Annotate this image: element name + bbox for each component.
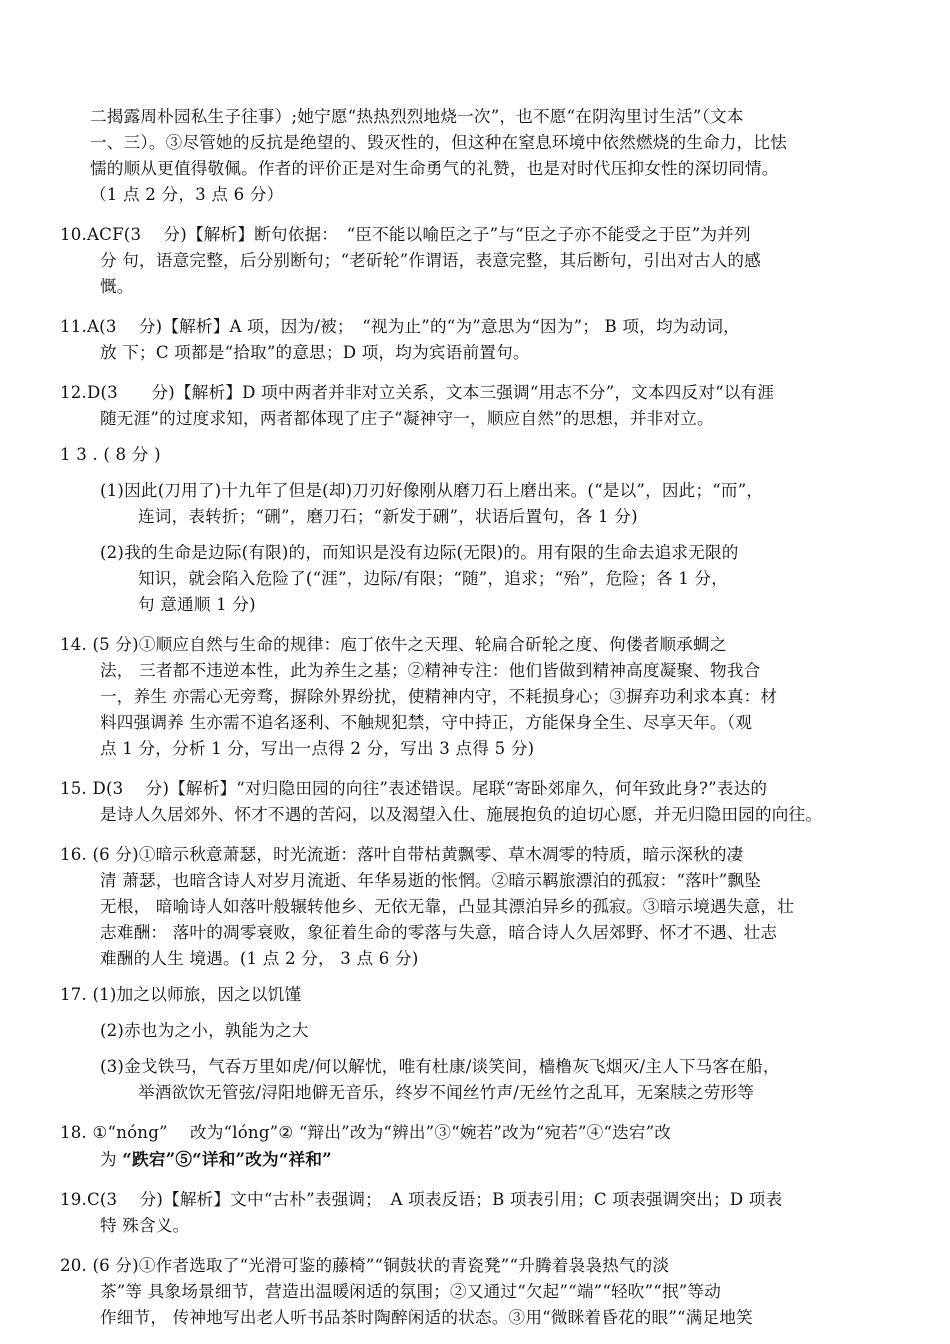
- answer-13-part-1: [60, 478, 892, 530]
- answer-19: [60, 1187, 892, 1239]
- answer-14: [60, 632, 892, 762]
- text-line: 放 下；C 项都是“拾取”的意思；D 项，均为宾语前置句。: [100, 343, 530, 362]
- document-page: [60, 104, 892, 1331]
- text-line: 法， 三者都不违逆本性，此为养生之基；②精神专注：他们皆做到精神高度凝聚、物我合: [100, 661, 761, 680]
- text-line: 志难酬： 落叶的凋零衰败，象征着生命的零落与失意，暗合诗人久居郊野、怀才不遇、壮志: [100, 923, 778, 942]
- text-line: 一，养生 亦需心无旁骛，摒除外界纷扰，使精神内守，不耗损身心；③摒弃功利求本真：材: [100, 687, 778, 706]
- question-13-header: 1 3 . ( 8 分 ): [60, 445, 161, 464]
- text-line: 分 句，语意完整，后分别断句；“老斫轮”作谓语，表意完整，其后断句，引出对古人的感: [100, 251, 762, 270]
- text-line: 19.C(3 分)【解析】文中“古朴”表强调； A 项表反语；B 项表引用；C 项表强调突出；D 项表: [60, 1190, 783, 1209]
- text-line: 慨。: [100, 277, 134, 296]
- text-segment: 为: [100, 1150, 123, 1169]
- text-line: 14. (5 分)①顺应自然与生命的规律：庖丁依牛之天理、轮扁合斫轮之度、佝偻者顺承蜩之: [60, 635, 727, 654]
- text-line: 15. D(3 分)【解析】“对归隐田园的向往”表述错误。尾联“寄卧郊扉久，何年致此身?”表达的: [60, 779, 768, 798]
- text-line: 无根， 暗喻诗人如落叶般辗转他乡、无依无靠，凸显其漂泊异乡的孤寂。③暗示境遇失意，壮: [100, 897, 795, 916]
- answer-11: [60, 314, 892, 366]
- text-line: (2)赤也为之小，孰能为之大: [100, 1021, 309, 1040]
- text-line: (1)因此(刀用了)十九年了但是(却)刀刃好像刚从磨刀石上磨出来。(“是以”，因此；“而”，: [100, 481, 764, 500]
- answer-16: [60, 842, 892, 972]
- text-line: 懦的顺从更值得敬佩。作者的评价正是对生命勇气的礼赞，也是对时代压抑女性的深切同情。: [90, 159, 779, 178]
- answer-18: [60, 1120, 892, 1173]
- text-line: 12.D(3 分)【解析】D 项中两者并非对立关系，文本三强调“用志不分”，文本四反对“以有涯: [60, 383, 775, 402]
- text-line: 一、三）。③尽管她的反抗是绝望的、毁灭性的，但这种在窒息环境中依然燃烧的生命力，比怯: [90, 133, 788, 152]
- text-line: 茶”等 具象场景细节，营造出温暖闲适的氛围；②又通过“欠起”“端”“轻吹”“抿”等动: [100, 1282, 722, 1301]
- text-line: 知识，就会陷入危险了(“涯”，边际/有限；“随”，追求；“殆”，危险；各 1 分，: [138, 569, 729, 588]
- text-line: 清 萧瑟，也暗含诗人对岁月流逝、年华易逝的怅惘。②暗示羁旅漂泊的孤寂：“落叶”飘坠: [100, 871, 762, 890]
- answer-12: [60, 380, 892, 432]
- answer-9-continuation: [60, 104, 892, 208]
- text-line: 二揭露周朴园私生子往事）;她宁愿“热热烈烈地烧一次”，也不愿“在阴沟里讨生活”（文本: [90, 107, 744, 126]
- answer-20: [60, 1253, 892, 1331]
- text-line: 17. (1)加之以师旅，因之以饥馑: [60, 985, 302, 1004]
- text-line: 举酒欲饮无管弦/浔阳地僻无音乐，终岁不闻丝竹声/无丝竹之乱耳，无案牍之劳形等: [138, 1083, 755, 1102]
- answer-17-part-3: [60, 1054, 892, 1106]
- text-line: 10.ACF(3 分)【解析】断句依据： “臣不能以喻臣之子”与“臣之子亦不能受之于臣”为并列: [60, 225, 751, 244]
- answer-13: [60, 442, 892, 618]
- answer-17: [60, 982, 892, 1106]
- text-line: 11.A(3 分)【解析】A 项，因为/被； “视为止”的“为”意思为“因为”； B 项，均为动词，: [60, 317, 740, 336]
- text-line: (2)我的生命是边际(有限)的，而知识是没有边际(无限)的。用有限的生命去追求无限的: [100, 543, 739, 562]
- text-line: [60, 1146, 892, 1173]
- text-line: 20. (6 分)①作者选取了“光滑可鉴的藤椅”“铜鼓状的青瓷凳”“升腾着袅袅热气的淡: [60, 1256, 670, 1275]
- answer-10: [60, 222, 892, 300]
- text-line: 18. ①“nóng” 改为“lóng”② “辩出”改为“辨出”③“婉若”改为“宛若”④“迭宕”改: [60, 1123, 672, 1142]
- text-line: 随无涯”的过度求知，两者都体现了庄子“凝神守一，顺应自然”的思想，并非对立。: [100, 409, 714, 428]
- text-line: 连词，表转折；“硎”，磨刀石；“新发于硎”，状语后置句，各 1 分): [138, 507, 638, 526]
- text-line: (3)金戈铁马，气吞万里如虎/何以解忧，唯有杜康/谈笑间，樯橹灰飞烟灭/主人下马客在船，: [100, 1057, 780, 1076]
- text-line: 特 殊含义。: [100, 1216, 190, 1235]
- answer-13-part-2: [60, 540, 892, 618]
- text-line: 料四强调养 生亦需不追名逐利、不触规犯禁，守中持正，方能保身全生、尽享天年。（观: [100, 713, 753, 732]
- text-line: 句 意通顺 1 分): [138, 595, 256, 614]
- bold-text-segment: “跌宕”⑤“详和”改为“祥和”: [122, 1149, 332, 1169]
- text-line: 点 1 分，分析 1 分，写出一点得 2 分，写出 3 点得 5 分): [100, 739, 535, 758]
- answer-15: [60, 776, 892, 828]
- text-line: （1 点 2 分，3 点 6 分）: [90, 185, 284, 204]
- text-line: 难酬的人生 境遇。(1 点 2 分， 3 点 6 分): [100, 949, 419, 968]
- text-line: 16. (6 分)①暗示秋意萧瑟，时光流逝：落叶自带枯黄飘零、草木凋零的特质，暗示深秋的凄: [60, 845, 744, 864]
- text-line: 作细节， 传神地写出老人听书品茶时陶醉闲适的状态。③用“微眯着昏花的眼”“满足地笑: [100, 1308, 753, 1327]
- text-line: 是诗人久居郊外、怀才不遇的苦闷，以及渴望入仕、施展抱负的迫切心愿，并无归隐田园的向往。: [100, 805, 823, 824]
